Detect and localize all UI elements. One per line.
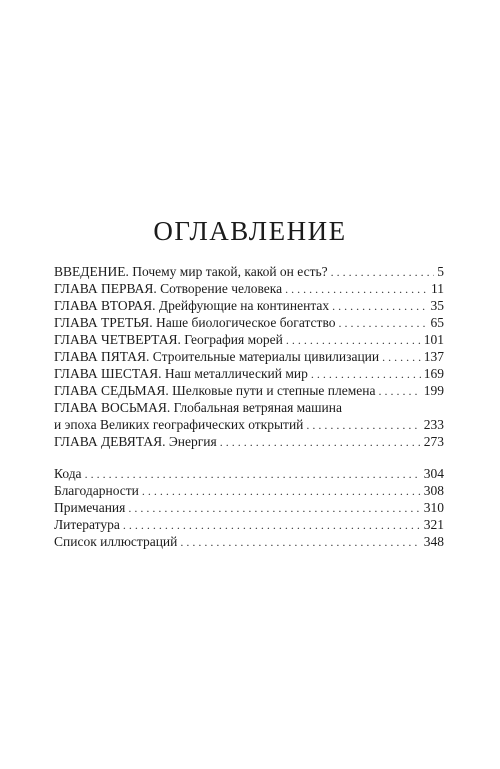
toc-entry-chapter-2[interactable] [54,297,444,314]
toc-entry-introduction[interactable] [54,263,444,280]
toc-entry-label: Список иллюстраций [54,534,178,549]
toc-entry-page: 321 [423,517,444,532]
toc-entry-chapter-1[interactable] [54,280,444,297]
toc-entry-label: ГЛАВА ПЕРВАЯ. Сотворение человека [54,281,283,296]
dot-leader [285,281,428,298]
dot-leader [128,500,420,517]
toc-entry-page: 273 [423,434,444,449]
toc-entry-page: 308 [423,483,444,498]
toc-entry-coda[interactable] [54,465,444,482]
toc-entry-label: Благодарности [54,483,139,498]
toc-entry-page: 101 [423,332,444,347]
toc-entry-chapter-9[interactable] [54,433,444,450]
toc-entry-page: 11 [431,281,444,296]
toc-entry-literature[interactable] [54,516,444,533]
toc-entry-page: 304 [423,466,444,481]
toc-entry-chapter-8[interactable] [54,399,444,433]
dot-leader [306,417,420,434]
toc-entry-chapter-5[interactable] [54,348,444,365]
toc-entry-label: Кода [54,466,82,481]
page-title: ОГЛАВЛЕНИЕ [153,216,347,246]
toc-entry-page: 169 [423,366,444,381]
dot-leader [123,517,421,534]
toc-entry-label-line2: и эпоха Великих географических открытий [54,417,304,432]
toc-entry-page: 348 [423,534,444,549]
dot-leader [220,434,421,451]
toc-entry-notes[interactable] [54,499,444,516]
toc-entry-acknowledgements[interactable] [54,482,444,499]
toc-entry-page: 65 [430,315,444,330]
toc-entry-page: 233 [423,417,444,432]
toc-entry-label: ГЛАВА СЕДЬМАЯ. Шелковые пути и степные племена [54,383,376,398]
toc-backmatter-list [54,465,444,550]
toc-entry-label: Примечания [54,500,126,515]
dot-leader [286,332,421,349]
dot-leader [311,366,421,383]
toc-entry-chapter-7[interactable] [54,382,444,399]
toc-entry-illustrations[interactable] [54,533,444,550]
dot-leader [378,383,420,400]
dot-leader [142,483,421,500]
toc-entry-page: 5 [437,264,444,279]
toc-entry-page: 199 [423,383,444,398]
dot-leader [332,298,427,315]
toc-entry-label: Литература [54,517,120,532]
toc-entry-page: 310 [423,500,444,515]
toc-entry-label: ГЛАВА ШЕСТАЯ. Наш металлический мир [54,366,308,381]
toc-entry-label: ГЛАВА ЧЕТВЕРТАЯ. География морей [54,332,283,347]
toc-entry-chapter-4[interactable] [54,331,444,348]
toc-entry-label-line1: ГЛАВА ВОСЬМАЯ. Глобальная ветряная машина [54,400,342,415]
toc-entry-label: ВВЕДЕНИЕ. Почему мир такой, какой он есть? [54,264,328,279]
dot-leader [85,466,421,483]
toc-entry-label: ГЛАВА ТРЕТЬЯ. Наше биологическое богатство [54,315,336,330]
dot-leader [338,315,427,332]
toc-entry-chapter-3[interactable] [54,314,444,331]
toc-entry-page: 137 [423,349,444,364]
toc-entry-label: ГЛАВА ПЯТАЯ. Строительные материалы цивилизации [54,349,380,364]
toc-chapters-list [54,263,444,450]
toc-entry-chapter-6[interactable] [54,365,444,382]
toc-entry-label: ГЛАВА ДЕВЯТАЯ. Энергия [54,434,217,449]
toc-entry-page: 35 [430,298,444,313]
dot-leader [382,349,421,366]
dot-leader [180,534,420,551]
dot-leader [331,264,435,281]
toc-entry-label: ГЛАВА ВТОРАЯ. Дрейфующие на континентах [54,298,330,313]
